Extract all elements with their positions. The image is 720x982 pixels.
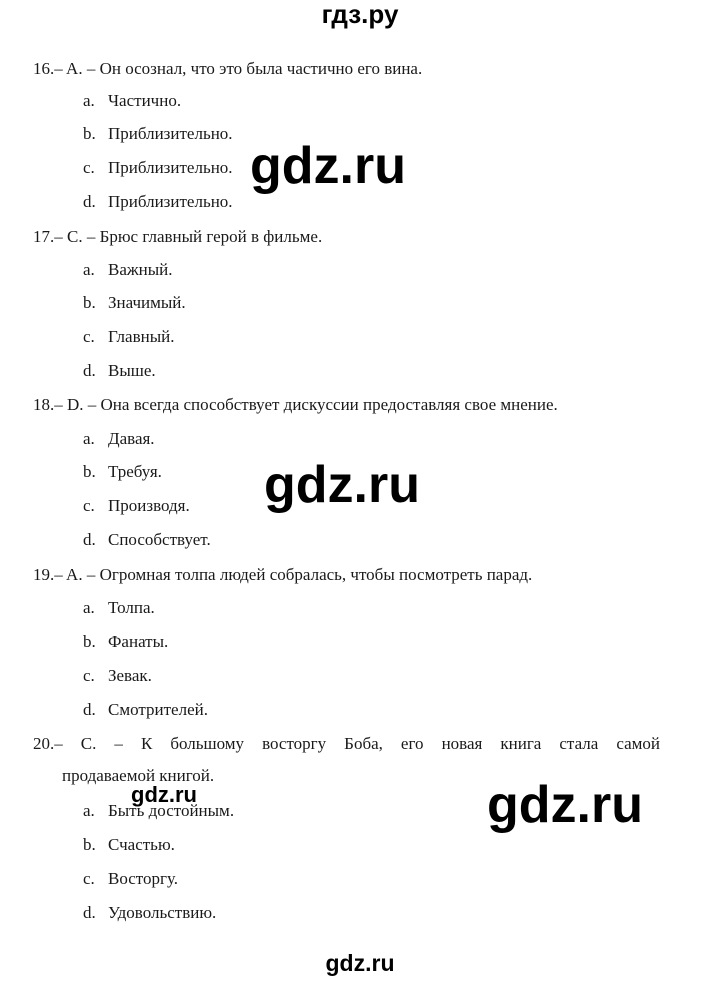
option-20b: b. Счастью. xyxy=(83,835,175,854)
option-18d: d. Способствует. xyxy=(83,530,211,549)
question-16: 16.– A. – Он осознал, что это была частично его вина. xyxy=(33,59,423,78)
watermark-4: gdz.ru xyxy=(487,776,643,834)
option-18c: c. Производя. xyxy=(83,496,190,515)
option-20c: c. Восторгу. xyxy=(83,869,179,888)
option-16a: a. Частично. xyxy=(83,91,182,110)
option-20a: a. Быть достойным. xyxy=(83,801,235,820)
question-18: 18.– D. – Она всегда способствует дискуссии предоставляя свое мнение. xyxy=(33,395,558,414)
site-header: гдз.ру xyxy=(321,0,399,29)
watermark-2: gdz.ru xyxy=(264,456,420,514)
option-19d: d. Смотрителей. xyxy=(83,700,208,719)
option-18b: b. Требуя. xyxy=(83,462,162,481)
option-19b: b. Фанаты. xyxy=(83,632,169,651)
option-16b: b. Приблизительно. xyxy=(83,124,233,143)
watermark-3: gdz.ru xyxy=(131,782,197,807)
option-19a: a. Толпа. xyxy=(83,598,155,617)
question-19: 19.– A. – Огромная толпа людей собралась, чтобы посмотреть парад. xyxy=(33,565,533,584)
option-18a: a. Давая. xyxy=(83,429,155,448)
option-19c: c. Зевак. xyxy=(83,666,152,685)
option-20d: d. Удовольствию. xyxy=(83,903,217,922)
option-17a: a. Важный. xyxy=(83,260,173,279)
question-20: 20.– C. – К большому восторгу Боба, его новая книга стала самой xyxy=(33,734,660,753)
question-17: 17.– C. – Брюс главный герой в фильме. xyxy=(33,227,323,246)
option-17c: c. Главный. xyxy=(83,327,175,346)
option-16d: d. Приблизительно. xyxy=(83,192,233,211)
option-17b: b. Значимый. xyxy=(83,293,186,312)
site-footer: gdz.ru xyxy=(325,950,395,976)
option-16c: c. Приблизительно. xyxy=(83,158,233,177)
question-20-continuation: продаваемой книгой. xyxy=(62,766,215,785)
option-17d: d. Выше. xyxy=(83,361,156,380)
watermark-1: gdz.ru xyxy=(250,137,406,195)
